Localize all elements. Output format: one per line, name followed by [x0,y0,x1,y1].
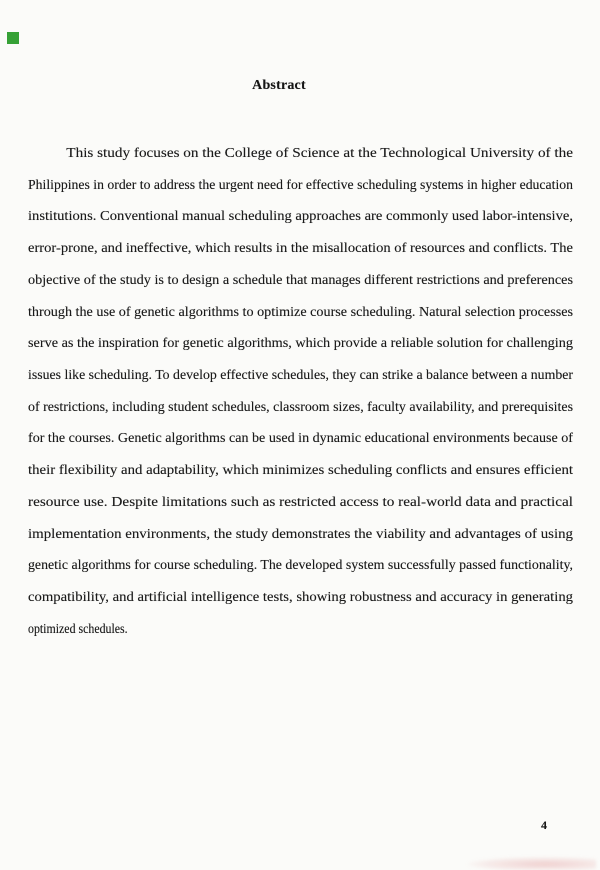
abstract-line: institutions. Conventional manual scheduling approaches are commonly used labor-intensive, [28,208,573,224]
abstract-line: of restrictions, including student schedules, classroom sizes, faculty availability, and prerequisites [28,398,573,414]
green-marker-icon [7,32,19,44]
abstract-line: their flexibility and adaptability, which minimizes scheduling conflicts and ensures efficient [28,462,573,478]
abstract-line: implementation environments, the study demonstrates the viability and advantages of using [28,525,573,541]
abstract-line: resource use. Despite limitations such as restricted access to real-world data and practical [28,493,573,509]
page-title: Abstract [252,78,306,93]
abstract-line: issues like scheduling. To develop effective schedules, they can strike a balance between a number [28,367,573,383]
abstract-line: error-prone, and ineffective, which results in the misallocation of resources and conflicts. The [28,240,573,256]
abstract-line: Philippines in order to address the urgent need for effective scheduling systems in higher education [28,176,573,192]
scan-smudge [468,857,596,870]
abstract-line: through the use of genetic algorithms to optimize course scheduling. Natural selection processes [28,303,573,319]
abstract-line: compatibility, and artificial intelligence tests, showing robustness and accuracy in generating [28,589,573,605]
abstract-line: objective of the study is to design a schedule that manages different restrictions and preferences [28,271,573,287]
page-number: 4 [541,818,547,832]
abstract-line: optimized schedules. [28,620,128,636]
abstract-line: This study focuses on the College of Science at the Technological University of the [66,145,574,160]
abstract-line: genetic algorithms for course scheduling. The developed system successfully passed functionality, [28,557,573,573]
abstract-line: serve as the inspiration for genetic algorithms, which provide a reliable solution for challenging [28,335,573,351]
abstract-paragraph [28,137,573,645]
abstract-line: for the courses. Genetic algorithms can be used in dynamic educational environments because of [28,430,573,446]
